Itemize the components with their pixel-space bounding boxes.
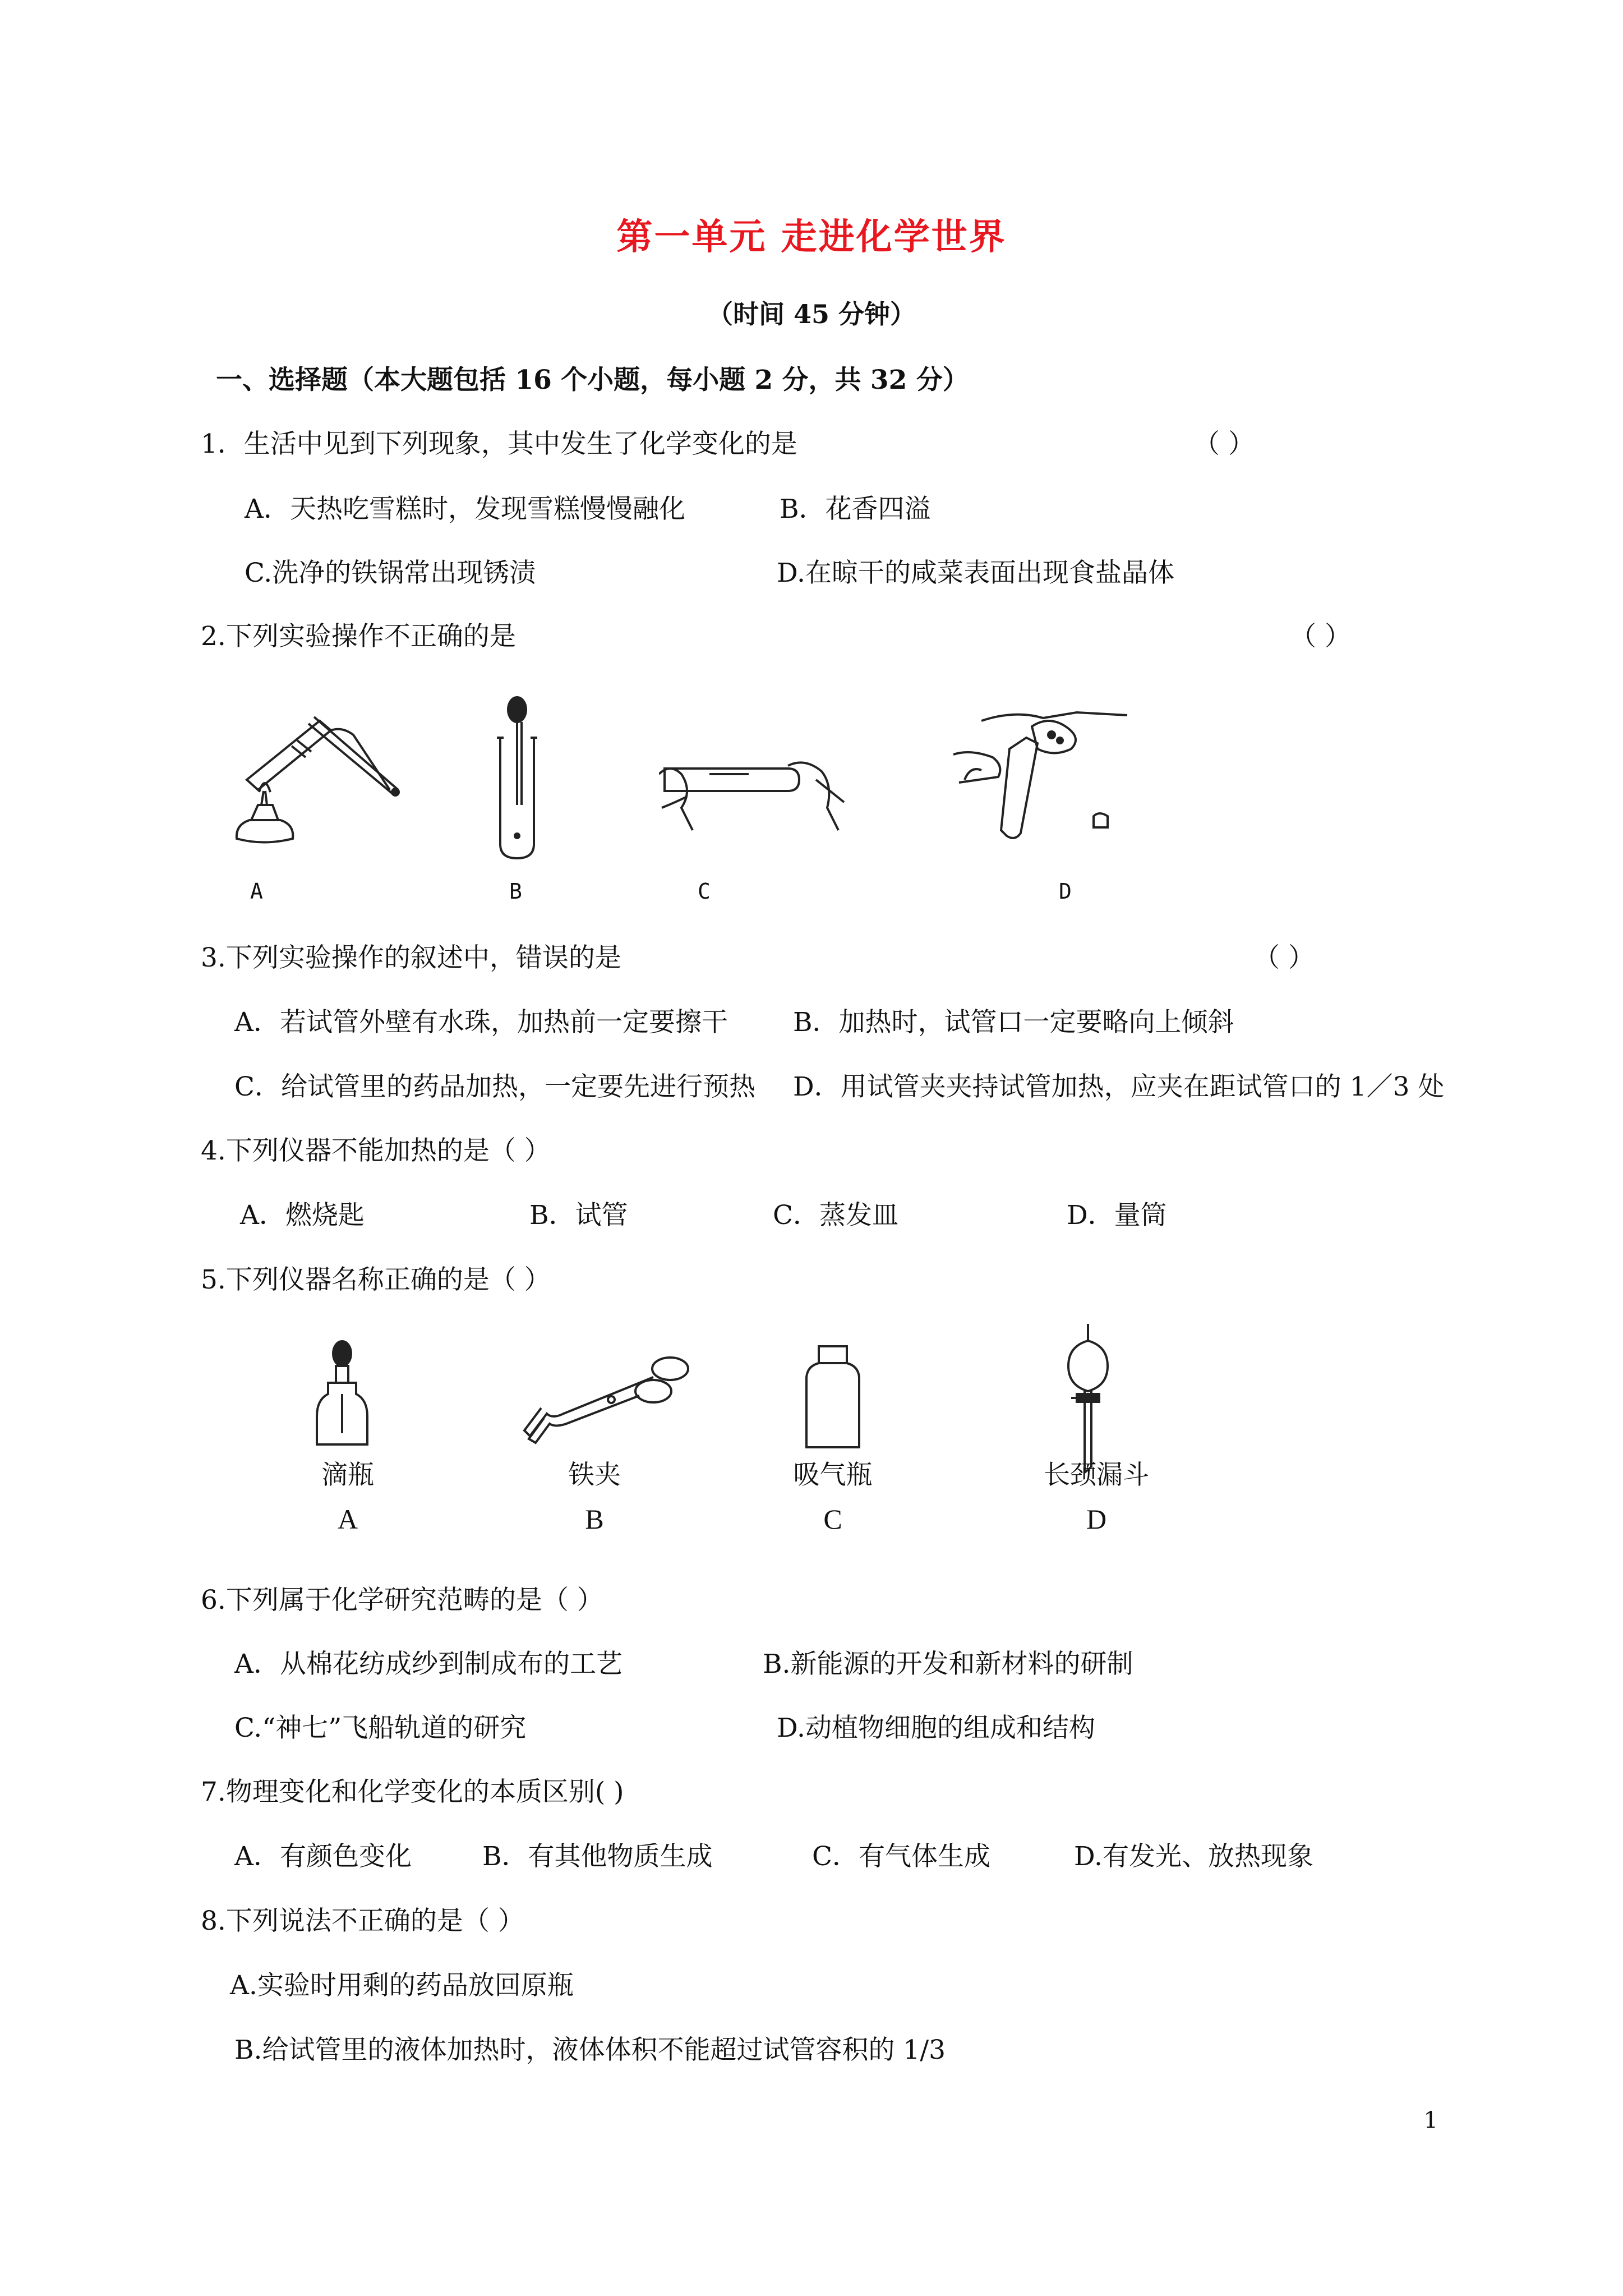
instrument-name-b: 铁夹 [568,1460,621,1490]
q5-label-d: D [1086,1503,1107,1535]
q4-option-d: D．量筒 [1067,1200,1167,1231]
q3-option-b: B．加热时，试管口一定要略向上倾斜 [793,1007,1234,1038]
q2-stem: 2.下列实验操作不正确的是 [201,621,516,652]
q1-option-a: A．天热吃雪糕时，发现雪糕慢慢融化 [245,494,685,524]
page-title: 第一单元 走进化学世界 [616,216,1007,258]
instrument-name-d: 长颈漏斗 [1044,1460,1149,1490]
q8-option-b: B.给试管里的液体加热时，液体体积不能超过试管容积的 1/3 [234,2035,946,2065]
q6-option-d: D.动植物细胞的组成和结构 [777,1713,1095,1743]
figure-gas-bottle [802,1343,864,1450]
instrument-name-c: 吸气瓶 [793,1460,873,1490]
q1-option-c: C.洗净的铁锅常出现锈渍 [245,558,536,588]
q4-option-a: A．燃烧匙 [240,1200,365,1231]
fig-label-d: D [1059,879,1072,904]
q7-stem: 7.物理变化和化学变化的本质区别( ) [201,1777,624,1807]
q6-option-a: A．从棉花纺成纱到制成布的工艺 [234,1649,623,1680]
figure-shaking-tube-hands [659,746,850,836]
q7-option-a: A．有颜色变化 [234,1841,412,1872]
q5-label-c: C [823,1503,842,1535]
q6-option-b: B.新能源的开发和新材料的研制 [763,1649,1133,1680]
q3-option-a: A．若试管外壁有水珠，加热前一定要擦干 [234,1007,728,1038]
q8-stem: 8.下列说法不正确的是（ ） [201,1906,524,1936]
q6-option-c: C.“神七”飞船轨道的研究 [234,1713,527,1743]
time-limit: （时间 45 分钟） [707,299,916,329]
q5-label-b: B [585,1503,604,1535]
q6-stem: 6.下列属于化学研究范畴的是（ ） [201,1585,603,1616]
q1-option-d: D.在晾干的咸菜表面出现食盐晶体 [777,558,1174,588]
instrument-name-a: 滴瓶 [321,1460,374,1490]
figure-dropper-bottle [311,1338,373,1450]
fig-label-b: B [509,879,522,904]
figure-crucible-tongs [519,1346,693,1447]
page-number: 1 [1423,2108,1438,2133]
figure-heating-tube-alcohol-lamp [224,696,404,858]
fig-label-a: A [250,879,263,904]
q1-option-b: B．花香四溢 [780,494,931,524]
q4-option-b: B．试管 [529,1200,628,1231]
figure-adding-solid-to-tube [948,704,1133,844]
q7-option-b: B．有其他物质生成 [482,1841,713,1872]
q7-option-c: C．有气体生成 [812,1841,990,1872]
q2-bracket: （ ） [1290,621,1351,652]
q5-label-a: A [337,1503,358,1535]
q1-stem: 1．生活中见到下列现象，其中发生了化学变化的是 [201,429,797,459]
q3-stem: 3.下列实验操作的叙述中，错误的是 [201,942,621,973]
section-heading: 一、选择题（本大题包括 16 个小题，每小题 2 分，共 32 分） [216,365,969,395]
q1-bracket: （ ） [1193,429,1255,459]
q4-stem: 4.下列仪器不能加热的是（ ） [201,1135,551,1166]
q8-option-a: A.实验时用剩的药品放回原瓶 [230,1970,574,2001]
figure-long-neck-funnel [1060,1321,1116,1478]
q3-option-d: D．用试管夹夹持试管加热，应夹在距试管口的 1／3 处 [793,1071,1445,1102]
q3-option-c: C．给试管里的药品加热，一定要先进行预热 [234,1071,755,1102]
figure-dropper-in-tube [488,693,550,861]
q7-option-d: D.有发光、放热现象 [1074,1841,1313,1872]
fig-label-c: C [698,879,711,904]
q3-bracket: （ ） [1253,942,1315,973]
q5-stem: 5.下列仪器名称正确的是（ ） [201,1264,551,1295]
q4-option-c: C．蒸发皿 [773,1200,898,1231]
